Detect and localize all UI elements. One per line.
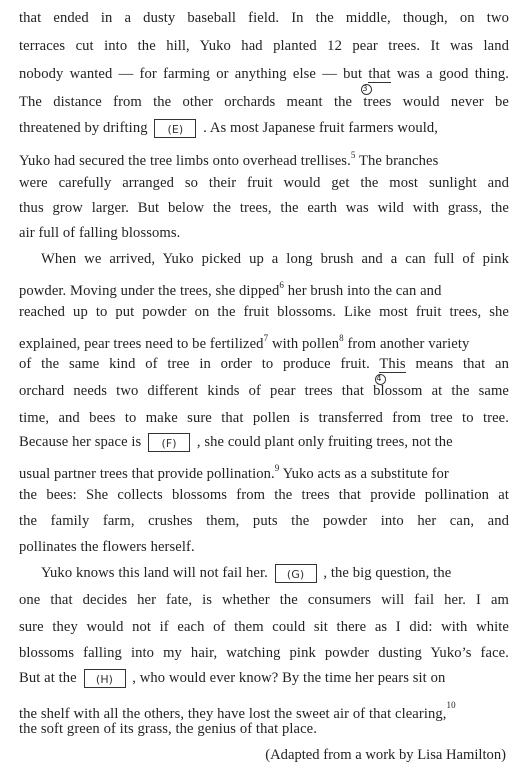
text-line-content: terraces cut into the hill, Yuko had planted 12 pear trees. It was land (19, 38, 509, 54)
text-fragment: Yuko acts as a substitute for (282, 466, 449, 482)
text-line (19, 617, 509, 637)
text-fragment: from another variety (347, 336, 470, 352)
footnote-ref-6: 6 (279, 280, 284, 290)
text-line-content: air full of falling blossoms. (19, 225, 181, 241)
text-line (41, 563, 509, 583)
blank-box-G: (G) (275, 564, 317, 583)
text-fragment: threatened by drifting (19, 120, 148, 136)
text-fragment: her brush into the can and (287, 283, 442, 299)
text-fragment: Yuko had secured the tree limbs onto overhead trellises. (19, 153, 351, 169)
text-line-content: blossoms falling into my hair, watching pink powder dusting Yuko’s face. (19, 645, 509, 661)
text-fragment: explained, pear trees need to be fertilized (19, 336, 264, 352)
text-line-content: The distance from the other orchards meant the trees would never be (19, 94, 509, 110)
text-fragment: Yuko knows this land will not fail her. (41, 565, 268, 581)
text-fragment: usual partner trees that provide pollination. (19, 466, 275, 482)
text-fragment: The branches (358, 153, 439, 169)
footnote-ref-5: 5 (350, 150, 356, 160)
text-fragment: means that an (415, 356, 510, 372)
text-line-content: the soft green of its grass, the genius of that place. (19, 721, 318, 737)
text-fragment: nobody wanted — for farming or anything else — but (19, 66, 363, 82)
text-fragment: was a good thing. (396, 66, 510, 82)
text-line-content: reached up to put powder on the fruit blossoms. Like most fruit trees, she (19, 304, 509, 320)
text-line-content: thus grow larger. But below the trees, the earth was wild with grass, the (19, 200, 509, 216)
text-line (19, 719, 509, 739)
text-fragment: the shelf with all the others, they have lost the sweet air of that clearing, (19, 706, 447, 722)
text-line (19, 668, 509, 688)
text-line-content: sure they would not if each of them could sit there as I did: with white (19, 619, 509, 635)
underlined-text: This (379, 356, 406, 372)
question-marker-4: 4 (375, 374, 386, 385)
text-line-content: the bees: She collects blossoms from the trees that provide pollination at (19, 487, 509, 503)
text-line-content: orchard needs two different kinds of pear trees that blossom at the same (19, 383, 509, 399)
text-line-content: time, and bees to make sure that pollen is transferred from tree to tree. (19, 410, 509, 426)
footnote-ref-8: 8 (339, 333, 344, 343)
text-line-content: were carefully arranged so their fruit would get the most sunlight and (19, 175, 509, 191)
text-fragment: , the big question, the (323, 565, 452, 581)
text-fragment: , she could plant only fruiting trees, not the (196, 434, 453, 450)
text-line-content: the family farm, crushes them, puts the powder into her can, and (19, 513, 509, 529)
text-fragment: Because her space is (19, 434, 142, 450)
text-fragment: But at the (19, 670, 77, 686)
text-line (19, 643, 509, 663)
text-fragment: of the same kind of tree in order to produce fruit. (19, 356, 370, 372)
blank-box-E: (E) (154, 119, 196, 138)
text-line (19, 590, 509, 610)
footnote-ref-10: 10 (446, 700, 456, 710)
text-line-content: that ended in a dusty baseball field. In the middle, though, on two (19, 10, 509, 26)
blank-box-H: (H) (84, 669, 126, 688)
text-line-content: When we arrived, Yuko picked up a long brush and a can full of pink (41, 251, 509, 267)
text-fragment: . As most Japanese fruit farmers would, (203, 120, 439, 136)
footnote-ref-7: 7 (263, 333, 269, 343)
text-fragment: with pollen (271, 336, 340, 352)
text-fragment: , who would ever know? By the time her pears sit on (132, 670, 446, 686)
question-marker-3: 3 (361, 84, 372, 95)
footnote-ref-9: 9 (274, 463, 280, 473)
blank-box-F: (F) (148, 433, 190, 452)
source-credit: (Adapted from a work by Lisa Hamilton) (265, 747, 506, 763)
text-line-content: one that decides her fate, is whether the consumers will fail her. I am (19, 592, 509, 608)
text-fragment: powder. Moving under the trees, she dipped (19, 283, 280, 299)
text-line-content: pollinates the flowers herself. (19, 539, 195, 555)
underlined-text: that (368, 66, 391, 82)
